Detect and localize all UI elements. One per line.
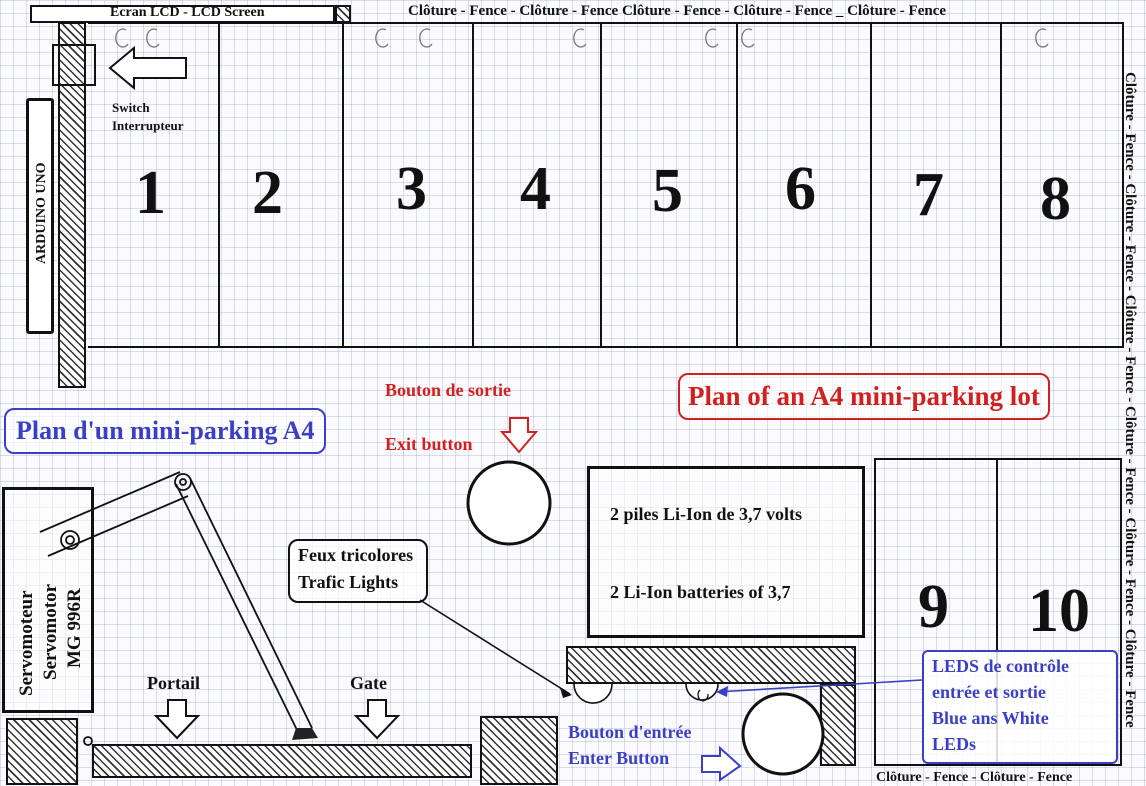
ring-marks: [116, 29, 1048, 47]
leds-label-1: LEDS de contrôle: [932, 656, 1069, 676]
gate-arrow-en: [356, 700, 398, 738]
traffic-light: [574, 684, 612, 703]
switch-arrow: [110, 48, 186, 88]
spot-number: 10: [1028, 577, 1090, 645]
lcd-screen-label: Ecran LCD - LCD Screen: [110, 5, 265, 20]
led-indicator: [686, 684, 718, 700]
traffic-lights-label-en: Trafic Lights: [298, 572, 399, 592]
fence-bottom-label: Clôture - Fence - Clôture - Fence: [876, 770, 1073, 785]
spot-number: 6: [785, 155, 816, 223]
exit-button-label-en: Exit button: [385, 434, 473, 454]
spot-number: 1: [135, 159, 166, 227]
spot-number: 9: [918, 573, 949, 641]
fence-top-label: Clôture - Fence - Clôture - Fence Clôture - Fence - Clôture - Fence _ Clôture - Fence: [408, 3, 947, 19]
exit-arrow: [502, 418, 536, 452]
servo-label-2: Servomotor: [40, 583, 61, 680]
leds-label-4: LEDs: [932, 734, 977, 754]
enter-button-label-fr: Bouton d'entrée: [568, 722, 692, 742]
exit-button-label-fr: Bouton de sortie: [385, 380, 511, 400]
battery-label-en: 2 Li-Ion batteries of 3,7: [610, 582, 791, 602]
enter-button: [743, 694, 823, 774]
spot-number: 4: [520, 155, 551, 223]
title-french: Plan d'un mini-parking A4: [4, 408, 326, 454]
gate-arrow-fr: [156, 700, 198, 738]
switch-label: Switch: [112, 100, 150, 115]
spot-number: 5: [652, 157, 683, 225]
spot-number: 7: [913, 161, 944, 229]
spot-number: 2: [252, 159, 283, 227]
arduino-label: ARDUINO UNO: [34, 162, 49, 264]
leds-label-2: entrée et sortie: [932, 682, 1046, 702]
gate-label-fr: Portail: [147, 673, 200, 693]
servo-label-1: Servomoteur: [16, 590, 37, 696]
exit-button: [468, 462, 550, 544]
title-english: Plan of an A4 mini-parking lot: [678, 373, 1050, 420]
enter-button-label-en: Enter Button: [568, 748, 670, 768]
traffic-lights-leader: [420, 600, 570, 694]
spot-number: 8: [1040, 165, 1071, 233]
battery-label-fr: 2 piles Li-Ion de 3,7 volts: [610, 504, 803, 524]
enter-arrow: [702, 748, 740, 780]
gate-label-en: Gate: [350, 673, 387, 693]
leds-label-3: Blue ans White: [932, 708, 1049, 728]
servo-label-3: MG 996R: [64, 588, 85, 668]
switch-label-fr: Interrupteur: [112, 118, 184, 133]
leds-leader: [716, 680, 922, 692]
traffic-lights-label-fr: Feux tricolores: [298, 545, 414, 565]
fence-right-label: Clôture - Fence - Clôture - Fence - Clôture - Fence - Clôture - Fence - Clôture - Fence - Clôture - Fence: [1122, 72, 1138, 728]
spot-number: 3: [396, 155, 427, 223]
